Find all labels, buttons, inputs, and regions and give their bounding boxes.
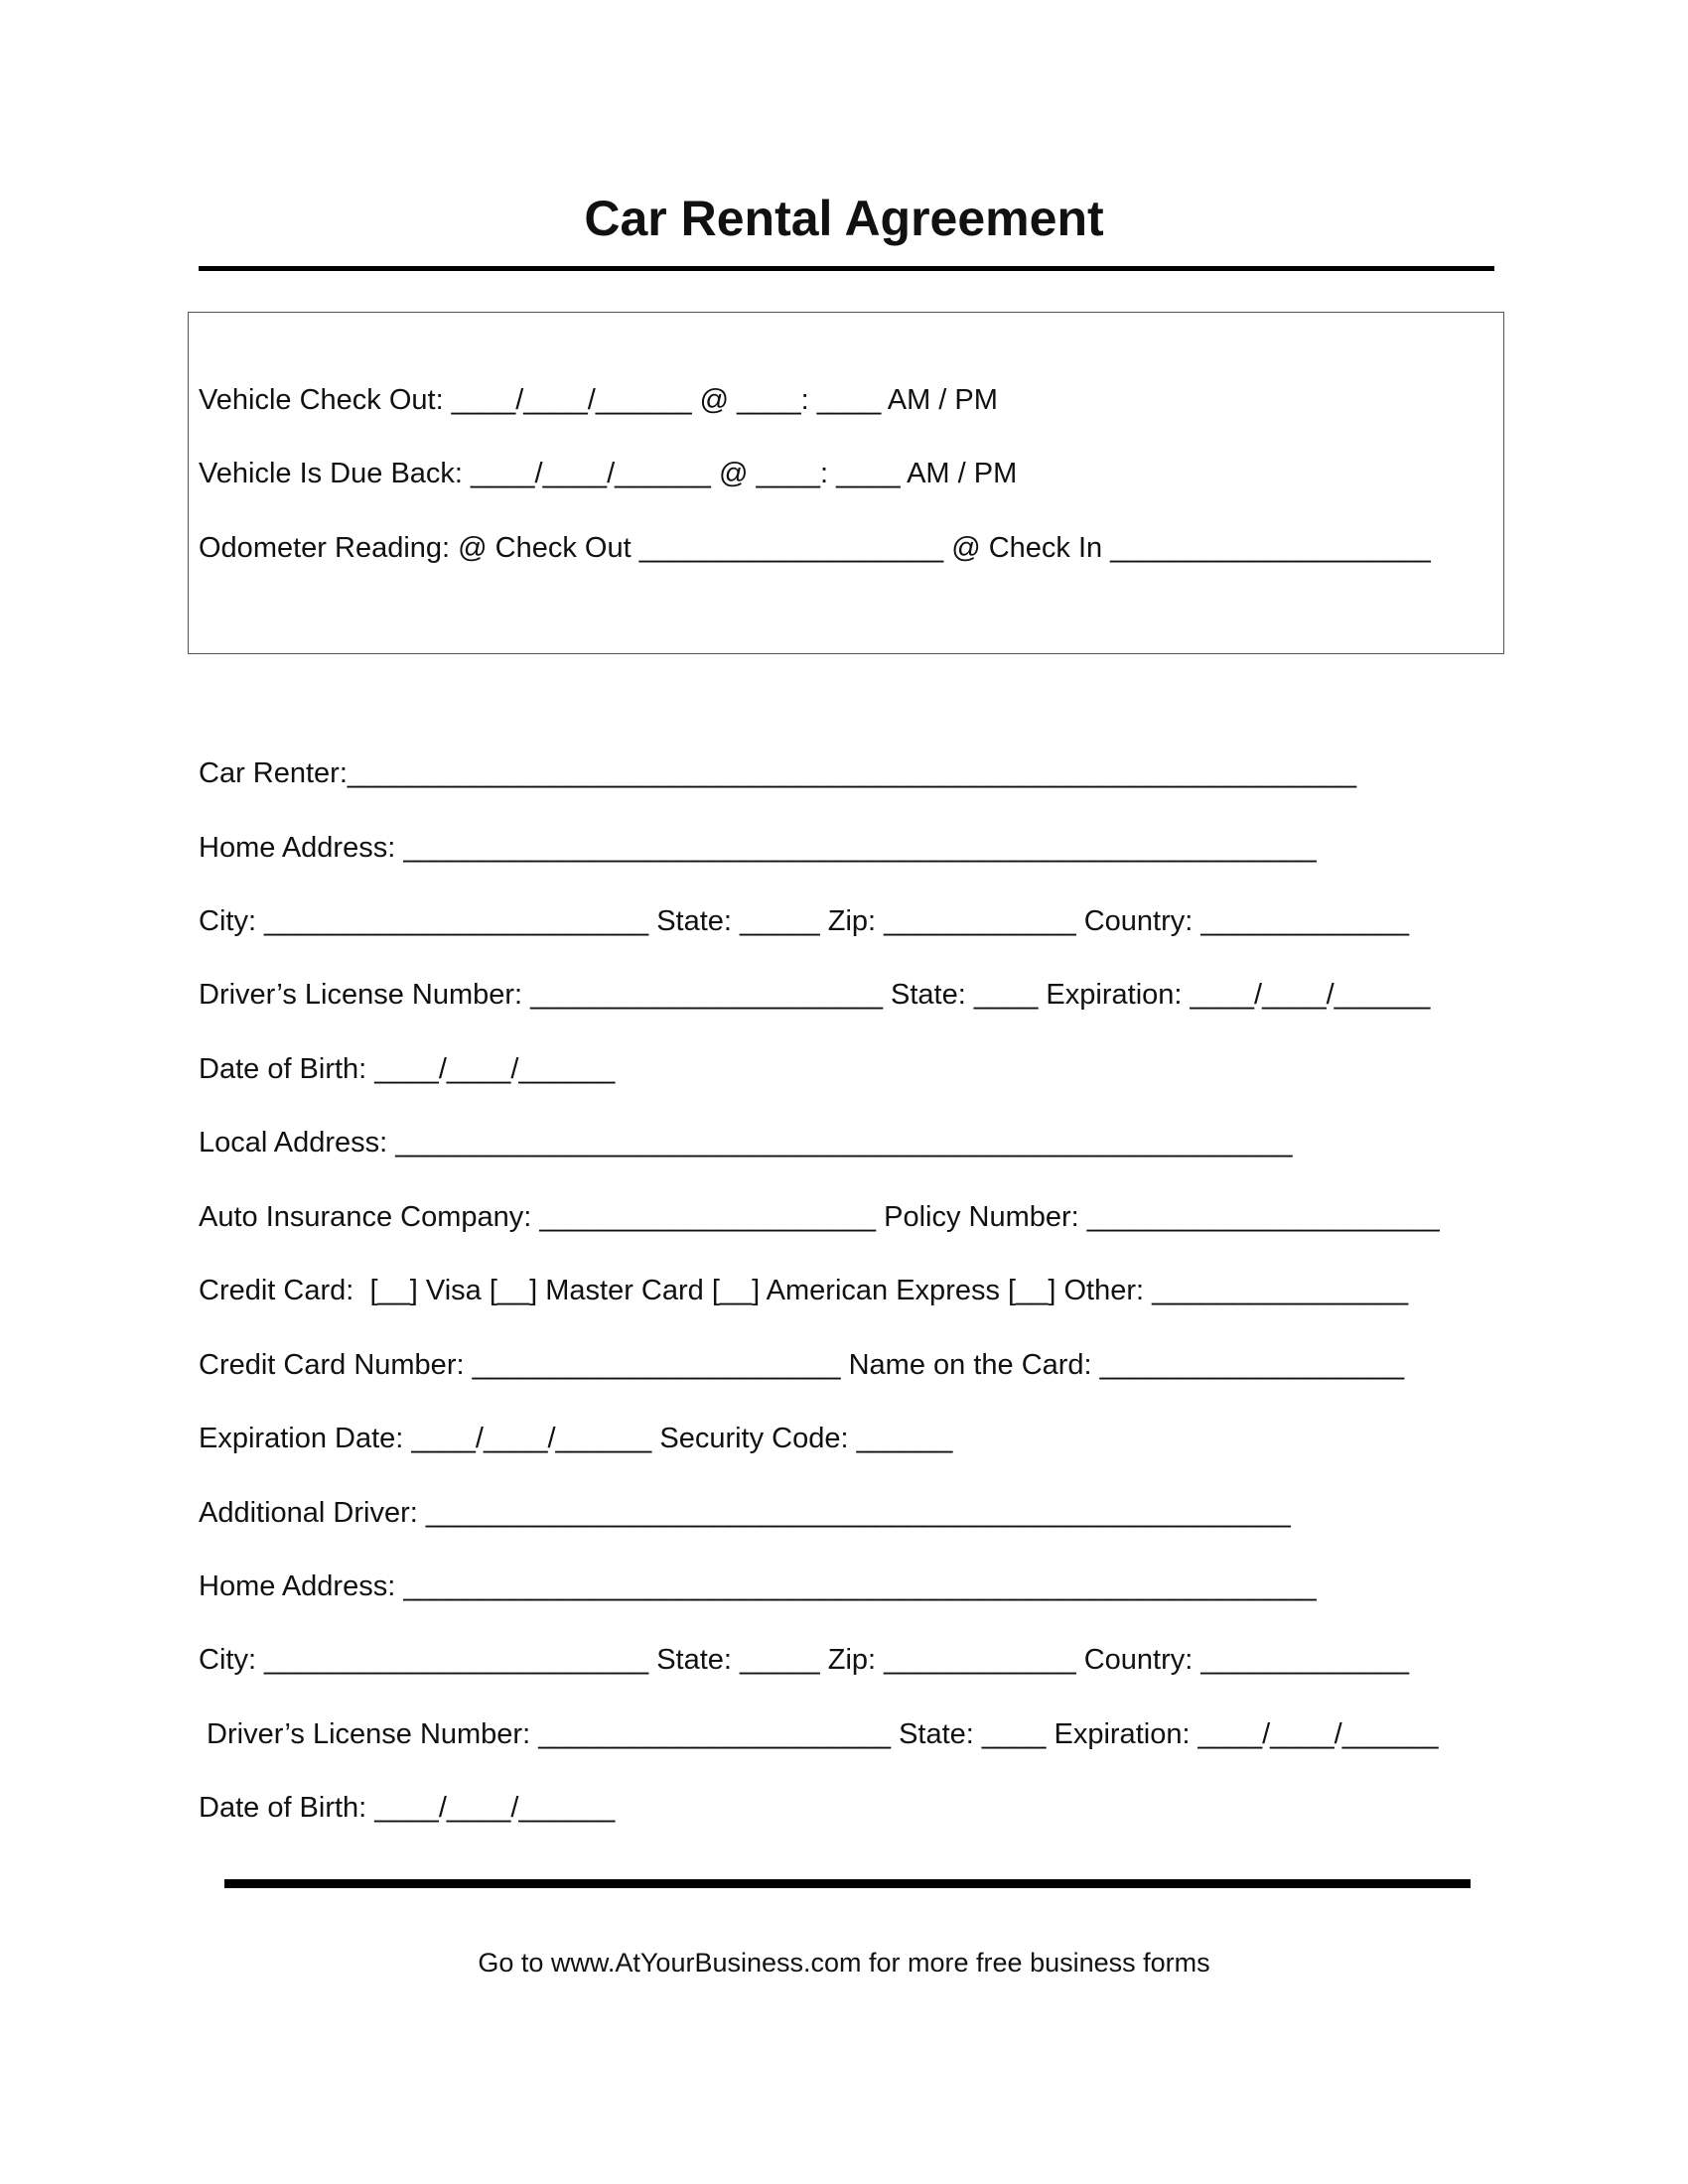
credit-card-type-line: Credit Card: [__] Visa [__] Master Card [__] American Express [__] Other: ________________ xyxy=(199,1275,1409,1306)
car-renter-line: Car Renter:_______________________________________________________________ xyxy=(199,757,1356,789)
local-address-line: Local Address: ________________________________________________________ xyxy=(199,1127,1293,1159)
additional-home-address-line: Home Address: _________________________________________________________ xyxy=(199,1570,1317,1602)
expiration-date-line: Expiration Date: ____/____/______ Security Code: ______ xyxy=(199,1423,953,1454)
drivers-license-line: Driver’s License Number: ______________________ State: ____ Expiration: ____/____/______ xyxy=(199,979,1431,1011)
date-of-birth-line: Date of Birth: ____/____/______ xyxy=(199,1053,616,1085)
home-address-line: Home Address: _________________________________________________________ xyxy=(199,832,1317,864)
odometer-reading-line: Odometer Reading: @ Check Out ___________________ @ Check In ____________________ xyxy=(199,532,1431,564)
additional-date-of-birth-line: Date of Birth: ____/____/______ xyxy=(199,1792,616,1824)
page-title: Car Rental Agreement xyxy=(584,191,1104,246)
additional-driver-line: Additional Driver: ______________________________________________________ xyxy=(199,1497,1291,1529)
credit-card-number-line: Credit Card Number: _______________________ Name on the Card: ___________________ xyxy=(199,1349,1405,1381)
footer-divider xyxy=(224,1879,1471,1888)
vehicle-due-back-line: Vehicle Is Due Back: ____/____/______ @ ____: ____ AM / PM xyxy=(199,458,1018,489)
additional-drivers-license-line: Driver’s License Number: ______________________ State: ____ Expiration: ____/____/______ xyxy=(199,1718,1439,1750)
footer-text: Go to www.AtYourBusiness.com for more free business forms xyxy=(478,1948,1210,1978)
auto-insurance-line: Auto Insurance Company: _____________________ Policy Number: ______________________ xyxy=(199,1201,1440,1233)
additional-city-state-zip-line: City: ________________________ State: _____ Zip: ____________ Country: _____________ xyxy=(199,1644,1410,1676)
vehicle-check-out-line: Vehicle Check Out: ____/____/______ @ ____: ____ AM / PM xyxy=(199,384,998,416)
title-divider xyxy=(199,266,1494,271)
city-state-zip-line: City: ________________________ State: _____ Zip: ____________ Country: _____________ xyxy=(199,905,1410,937)
